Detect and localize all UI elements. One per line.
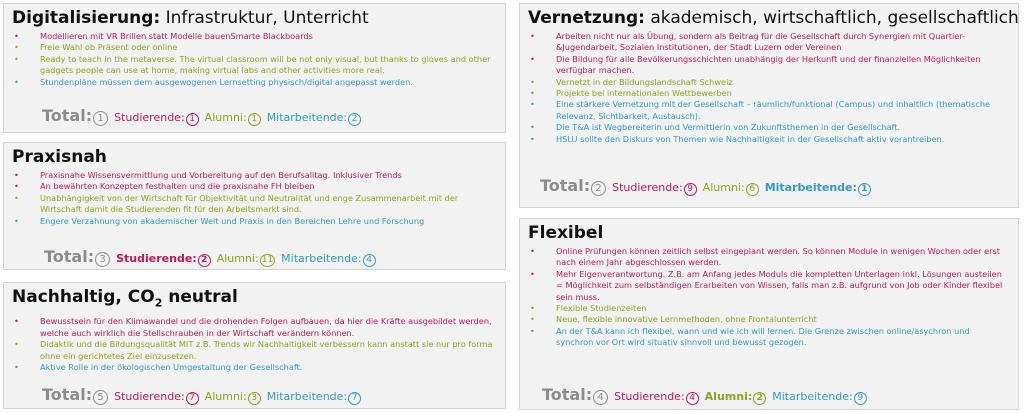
bullet-item: • Die T&A ist Wegbereiterin und Vermittlerin von Zukunftsthemen in der Gesellschaft. xyxy=(528,122,1010,133)
total-label: Total: xyxy=(42,106,93,125)
bullet-item: • HSLU sollte den Diskurs von Themen wie Nachhaltigkeit in der Gesellschaft aktiv vorantreiben. xyxy=(528,134,1010,145)
count-badge: 3 xyxy=(248,392,261,405)
total-count xyxy=(592,389,608,405)
card-vernetzung xyxy=(519,3,1019,208)
bullet-item: • Eine stärkere Vernetzung mit der Gesellschaft – räumlich/funktional (Campus) und inhaltlich (thematische Relevanz, Sichtbarkeit, Austausch). xyxy=(528,99,1010,122)
mitarbeitende-label: Mitarbeitende: xyxy=(772,390,853,403)
count-badge: 7 xyxy=(186,392,199,405)
count-badge: 1 xyxy=(858,183,871,196)
bullet-item: • Praxisnahe Wissensvermittlung und Vorbereitung auf den Berufsalltag. Inklusiver Trends xyxy=(12,170,497,181)
bullet-item: • Aktive Rolle in der ökologischen Umgestaltung der Gesellschaft. xyxy=(12,362,497,373)
bullet-item: • Engere Verzahnung von akademischer Welt und Praxis in den Bereichen Lehre und Forschung xyxy=(12,216,497,227)
bullet-item: • Didaktik und die Bildungsqualität MIT z.B. Trends wir Nachhaltigkeit verbessern kann anstatt sie nur pro forma ohne ein gerichtetes Ziel einzusetzen. xyxy=(12,339,497,362)
item-list xyxy=(528,246,1010,349)
card-title: Nachhaltig, $CO_2$ neutral xyxy=(12,287,238,310)
totals-row xyxy=(44,247,382,267)
item-list xyxy=(12,31,497,88)
mitarbeitende-count xyxy=(765,181,871,196)
mitarbeitende-label: Mitarbeitende: xyxy=(764,181,857,194)
mitarbeitende-count xyxy=(267,390,361,405)
total-count xyxy=(92,110,108,126)
total-label: Total: xyxy=(540,176,591,195)
total-label: Total: xyxy=(42,385,93,404)
card-title: Digitalisierung: Infrastruktur, Unterricht xyxy=(12,8,369,28)
alumni-label: Alumni: xyxy=(704,390,753,403)
totals-row xyxy=(540,176,877,196)
studierende-label: Studierende: xyxy=(114,111,185,124)
count-badge: 6 xyxy=(746,183,759,196)
count-badge: 7 xyxy=(348,392,361,405)
alumni-count xyxy=(205,111,261,126)
alumni-label: Alumni: xyxy=(204,111,247,124)
bullet-item: • Vernetzt in der Bildungslandschaft Schweiz xyxy=(528,77,1010,88)
count-badge: 9 xyxy=(684,183,697,196)
bullet-item: • An bewährten Konzepten festhalten und die praxisnahe FH bleiben xyxy=(12,181,497,192)
alumni-count xyxy=(217,252,275,267)
alumni-count xyxy=(205,390,261,405)
alumni-label: Alumni: xyxy=(216,252,259,265)
studierende-count xyxy=(114,390,199,405)
bullet-item: • Neue, flexible innovative Lernmethoden, ohne Frontalunterricht xyxy=(528,314,1010,325)
count-badge: 1 xyxy=(186,113,199,126)
studierende-count xyxy=(612,181,697,196)
studierende-count xyxy=(114,111,199,126)
bullet-item: • Flexible Studienzeiten xyxy=(528,303,1010,314)
card-title: Praxisnah xyxy=(12,147,107,167)
count-badge: 2 xyxy=(591,181,606,196)
studierende-count xyxy=(614,390,699,405)
count-badge: 2 xyxy=(753,392,766,405)
card-title: Vernetzung: akademisch, wirtschaftlich, gesellschaftlich xyxy=(528,8,1019,28)
count-badge: 2 xyxy=(348,113,361,126)
count-badge: 2 xyxy=(198,254,211,267)
bullet-item: • Unabhängigkeit von der Wirtschaft für Objektivität und Neutralität und enge Zusammenarbeit mit der Wirtschaft damit die Studierenden fit für den Arbeitsmarkt sind. xyxy=(12,193,497,216)
totals-row xyxy=(542,385,873,405)
studierende-label: Studierende: xyxy=(612,181,683,194)
totals-row xyxy=(42,106,367,126)
bullet-item: • An der T&A kann ich flexibel, wann und wie ich will lernen. Die Grenze zwischen online/asychron und synchron vor Ort wird situativ sinnvoll und bewusst gezogen. xyxy=(528,326,1010,349)
alumni-count xyxy=(703,181,759,196)
total-label: Total: xyxy=(44,247,95,266)
studierende-label: Studierende: xyxy=(116,252,197,265)
mitarbeitende-label: Mitarbeitende: xyxy=(281,252,362,265)
alumni-label: Alumni: xyxy=(204,390,247,403)
mitarbeitende-count xyxy=(281,252,375,267)
item-list xyxy=(528,31,1010,145)
count-badge: 1 xyxy=(93,111,108,126)
count-badge: 1 xyxy=(248,113,261,126)
mitarbeitende-label: Mitarbeitende: xyxy=(266,111,348,124)
bullet-item: • Mehr Eigenverantwortung. Z.B. am Anfang jedes Moduls die kompletten Unterlagen inkl. Lösungen austeilen = Möglichkeit zum selbständigen Erarbeiten von Wissen, falls man z.B. aufgrund von Job oder Kinder flexibel sein muss. xyxy=(528,269,1010,303)
card-nachhaltig xyxy=(3,282,506,409)
mitarbeitende-count xyxy=(267,111,361,126)
totals-row xyxy=(42,385,367,405)
count-badge: 4 xyxy=(363,254,376,267)
bullet-item: • Bewusstsein für den Klimawandel und die drohenden Folgen aufbauen, da hier die Kräfte ausgebildet werden, welche auch wirklich die Stellschrauben in der Wirtschaft verändern können. xyxy=(12,316,497,339)
bullet-item: • Stundenpläne müssen dem ausgewogenen Lernsetting physisch/digital angepasst werden. xyxy=(12,77,497,88)
bullet-item: • Modellieren mit VR Brillen statt Modelle bauenSmarte Blackboards xyxy=(12,31,497,42)
card-flexibel xyxy=(519,218,1019,410)
studierende-label: Studierende: xyxy=(114,390,185,403)
count-badge: 4 xyxy=(593,390,608,405)
count-badge: 3 xyxy=(95,252,110,267)
item-list xyxy=(12,170,497,227)
count-badge: 11 xyxy=(261,255,274,265)
mitarbeitende-label: Mitarbeitende: xyxy=(266,390,348,403)
card-praxisnah xyxy=(3,142,506,270)
studierende-count xyxy=(116,252,211,267)
mitarbeitende-count xyxy=(772,390,866,405)
total-count xyxy=(590,180,606,196)
item-list xyxy=(12,316,497,373)
card-digitalisierung xyxy=(3,3,506,133)
total-label: Total: xyxy=(542,385,593,404)
bullet-item: • Projekte bei internationalen Wettbewerben xyxy=(528,88,1010,99)
total-count xyxy=(92,389,108,405)
count-badge: 9 xyxy=(854,392,867,405)
bullet-item: • Online Prüfungen können zeitlich selbst eingeplant werden. So können Module in wenigen Wochen oder erst nach einem Jahr abgeschlossen werden. xyxy=(528,246,1010,269)
bullet-item: • Arbeiten nicht nur als Übung, sondern als Beitrag für die Gesellschaft durch Synergien mit Quartier- &Jugendarbeit, Sozialen Institutionen, der Stadt Luzern oder Vereinen xyxy=(528,31,1010,54)
alumni-label: Alumni: xyxy=(702,181,745,194)
count-badge: 5 xyxy=(93,390,108,405)
bullet-item: • Freie Wahl ob Präsent oder online xyxy=(12,42,497,53)
alumni-count xyxy=(705,390,767,405)
count-badge: 4 xyxy=(686,392,699,405)
bullet-item: • Ready to teach in the metaverse. The virtual classroom will be not only visual, but thanks to gloves and other gadgets people can use at home, making virtual labs and other activities more real. xyxy=(12,54,497,77)
bullet-item: • Die Bildung für alle Bevölkerungsschichten unabhängig der Herkunft und der finanziellen Möglichkeiten verfügbar machen. xyxy=(528,54,1010,77)
card-title: Flexibel xyxy=(528,223,604,243)
total-count xyxy=(94,251,110,267)
studierende-label: Studierende: xyxy=(614,390,685,403)
